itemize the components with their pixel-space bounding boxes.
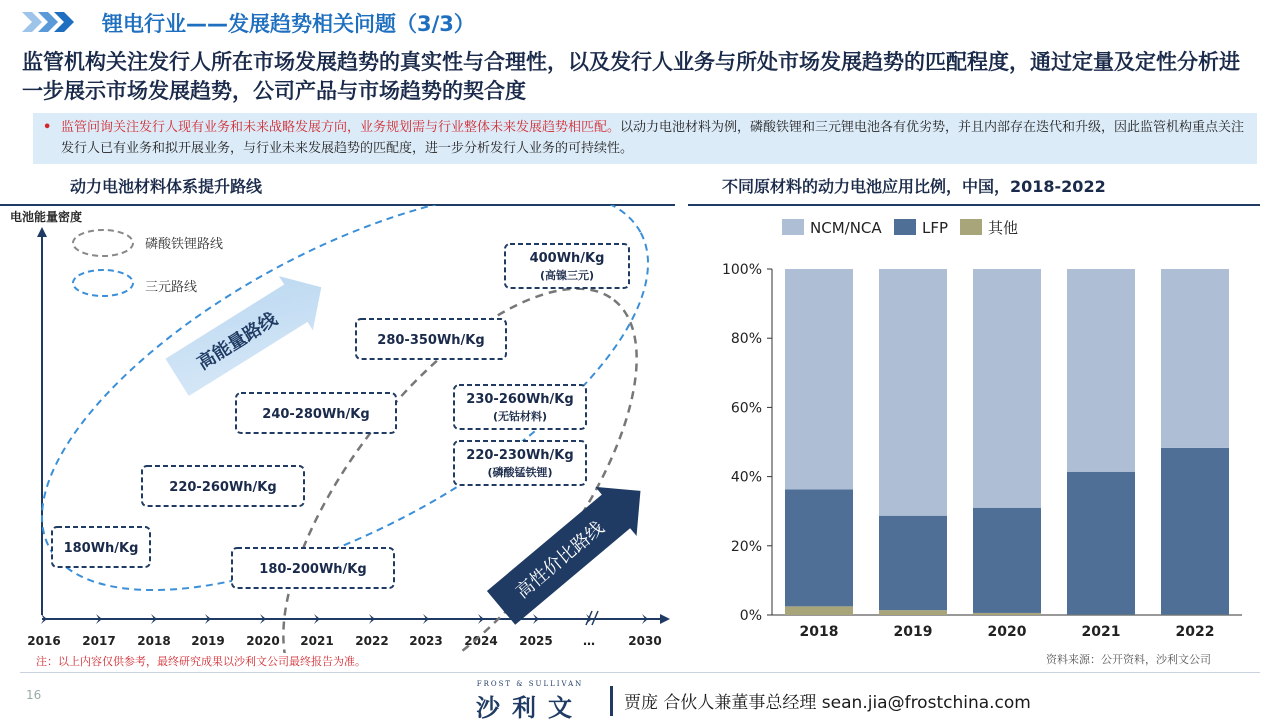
x-axis-year-label: 2022 xyxy=(355,634,389,648)
y-tick-label: 80% xyxy=(730,331,762,348)
x-axis-year-label: 2030 xyxy=(628,634,662,648)
energy-density-box xyxy=(356,319,506,359)
energy-density-sublabel: (高镍三元) xyxy=(539,269,595,282)
bar-segment-LFP xyxy=(1067,472,1135,615)
chart-category-labels xyxy=(800,624,1215,640)
legend-swatch xyxy=(894,219,916,235)
note-bullet: • xyxy=(43,120,52,135)
category-label: 2018 xyxy=(799,624,839,640)
bar-segment-其他 xyxy=(879,610,947,615)
energy-density-sublabel: (磷酸锰铁锂) xyxy=(487,466,553,479)
energy-density-label: 240-280Wh/Kg xyxy=(262,407,370,422)
y-tick-label: 40% xyxy=(730,469,762,486)
bar-segment-NCM/NCA xyxy=(1161,269,1229,448)
category-label: 2019 xyxy=(893,624,933,640)
legend-label: 其他 xyxy=(988,219,1019,237)
y-tick-label: 0% xyxy=(739,608,762,624)
category-label: 2020 xyxy=(987,624,1027,640)
bar-segment-NCM/NCA xyxy=(785,269,853,489)
logo-english: FROST & SULLIVAN xyxy=(476,680,584,688)
legend-swatch xyxy=(782,219,804,235)
x-axis-year-label: 2021 xyxy=(300,634,334,648)
energy-density-box xyxy=(142,466,304,506)
bottom-divider xyxy=(20,672,1260,673)
cost-performance-label: 高性价比路线 xyxy=(512,517,609,603)
stacked-bar-chart xyxy=(688,205,1260,653)
y-tick-label: 20% xyxy=(730,538,762,555)
chart-legend xyxy=(782,219,1018,237)
energy-density-box xyxy=(232,548,394,588)
bar-segment-其他 xyxy=(973,613,1041,615)
bar-segment-LFP xyxy=(879,516,947,610)
legend-lfp-marker xyxy=(73,230,133,256)
legend-label: LFP xyxy=(922,219,949,237)
category-label: 2021 xyxy=(1081,624,1121,640)
y-axis-arrow xyxy=(37,227,47,237)
energy-density-label: 180Wh/Kg xyxy=(63,541,139,556)
high-energy-label: 高能量路线 xyxy=(193,308,282,375)
note-highlight: 监管问询关注发行人现有业务和未来战略发展方向，业务规划需与行业整体未来发展趋势相匹配。 xyxy=(61,120,621,135)
x-axis-tick xyxy=(41,614,47,624)
x-axis-year-label: 2017 xyxy=(82,634,116,648)
right-panel-heading xyxy=(688,172,1260,206)
energy-density-label: 280-350Wh/Kg xyxy=(377,333,485,348)
legend-lfp-label: 磷酸铁锂路线 xyxy=(145,237,224,252)
bar-segment-LFP xyxy=(973,508,1041,613)
left-panel-title: 动力电池材料体系提升路线 xyxy=(70,177,263,196)
x-axis-year-label: … xyxy=(583,634,595,648)
energy-density-box xyxy=(454,385,586,429)
note-box xyxy=(33,113,1257,164)
energy-density-label: 220-230Wh/Kg xyxy=(466,448,574,463)
source-note: 资料来源：公开资料，沙利文公司 xyxy=(1046,653,1211,666)
bar-segment-NCM/NCA xyxy=(1067,269,1135,472)
contact-info: 贾庞 合伙人兼董事总经理 sean.jia@frostchina.com xyxy=(624,693,1031,713)
bar-segment-其他 xyxy=(785,606,853,615)
x-axis-year-label: 2020 xyxy=(246,634,280,648)
bar-segment-NCM/NCA xyxy=(973,269,1041,508)
x-axis-year-label: 2023 xyxy=(409,634,443,648)
frost-sullivan-logo xyxy=(455,680,605,718)
logo-divider xyxy=(610,686,613,716)
y-axis-label: 电池能量密度 xyxy=(10,210,83,224)
energy-density-box xyxy=(52,527,150,567)
bar-segment-NCM/NCA xyxy=(879,269,947,516)
roadmap-diagram xyxy=(0,205,680,653)
energy-density-sublabel: (无钴材料) xyxy=(492,410,548,423)
bar-segment-LFP xyxy=(1161,448,1229,615)
logo-chinese: 沙利文 xyxy=(476,693,584,720)
x-axis-year-label: 2024 xyxy=(464,634,498,648)
legend-label: NCM/NCA xyxy=(810,219,882,237)
energy-density-box xyxy=(505,244,629,288)
header xyxy=(0,0,1280,44)
energy-density-box xyxy=(454,441,586,485)
energy-density-label: 180-200Wh/Kg xyxy=(259,562,367,577)
category-label: 2022 xyxy=(1175,624,1215,640)
note-text: 以动力电池材料为例，磷酸铁锂和三元锂电池各有优劣势，并且内部存在迭代和升级，因此监管机构重点关注发行人已有业务和拟开展业务，与行业未来发展趋势的匹配度，进一步分析发行人业务的可持续性。 xyxy=(61,120,1245,156)
x-axis-year-label: 2025 xyxy=(519,634,553,648)
legend-swatch xyxy=(960,219,982,235)
x-axis-year-label: 2016 xyxy=(27,634,61,648)
bar-segment-LFP xyxy=(785,489,853,606)
x-axis-year-label: 2018 xyxy=(137,634,171,648)
energy-density-label: 400Wh/Kg xyxy=(529,251,605,266)
cost-performance-arrow xyxy=(480,466,661,632)
left-panel-heading xyxy=(0,172,675,206)
x-axis-arrow xyxy=(660,614,670,624)
x-axis-year-label: 2019 xyxy=(191,634,225,648)
legend-ncm-marker xyxy=(73,270,133,296)
x-axis-labels xyxy=(27,634,661,648)
y-tick-label: 100% xyxy=(721,262,762,278)
chart-bars xyxy=(785,269,1229,615)
legend-ncm-label: 三元路线 xyxy=(145,280,198,295)
page-subtitle: 监管机构关注发行人所在市场发展趋势的真实性与合理性，以及发行人业务与所处市场发展趋势的匹配程度，通过定量及定性分析进一步展示市场发展趋势，公司产品与市场趋势的契合度 xyxy=(22,50,1240,103)
page-title: 锂电行业——发展趋势相关问题（3/3） xyxy=(102,12,475,36)
chevron-arrows-icon xyxy=(22,12,78,32)
page-number: 16 xyxy=(26,688,42,702)
right-panel-title: 不同原材料的动力电池应用比例，中国，2018-2022 xyxy=(722,177,1106,196)
energy-density-box xyxy=(236,393,396,433)
energy-density-label: 220-260Wh/Kg xyxy=(169,480,277,495)
y-tick-label: 60% xyxy=(730,400,762,417)
energy-density-label: 230-260Wh/Kg xyxy=(466,392,574,407)
footnote: 注：以上内容仅供参考，最终研究成果以沙利文公司最终报告为准。 xyxy=(36,655,366,668)
